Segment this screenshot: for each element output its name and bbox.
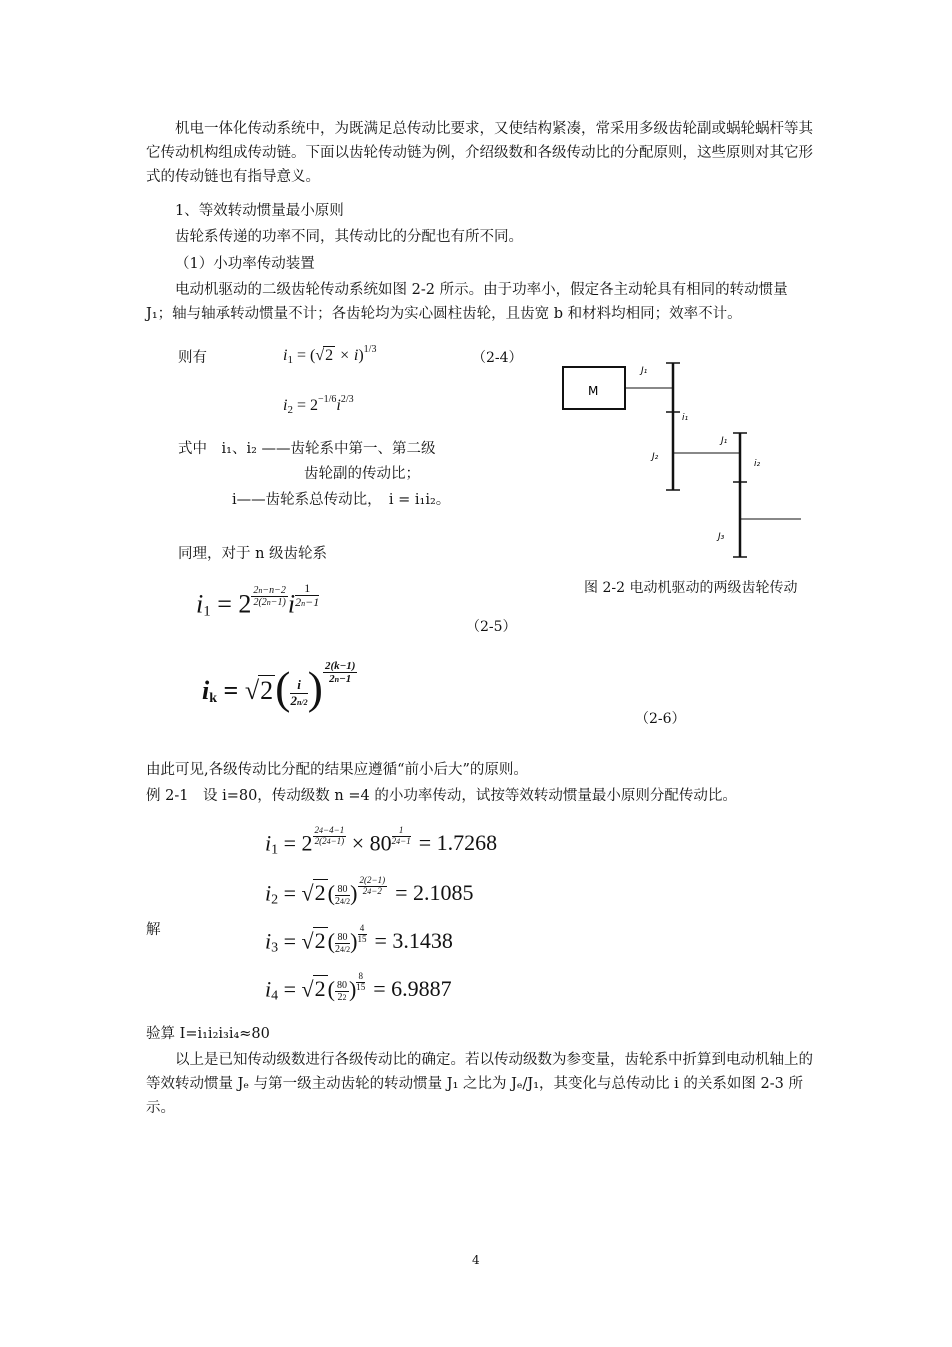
motor-label: M <box>588 384 599 398</box>
page-number: 4 <box>472 1253 480 1267</box>
conclusion-text: 由此可见,各级传动比分配的结果应遵循“前小后大”的原则。 <box>146 762 528 778</box>
paragraph-power: 齿轮系传递的功率不同，其传动比的分配也有所不同。 <box>175 229 523 245</box>
paragraph-intro: 机电一体化传动系统中，为既满足总传动比要求，又使结构紧凑，常采用多级齿轮副或蜗轮蜗杆等其它传动机构组成传动链。下面以齿轮传动链为例，介绍级数和各级传动比的分配原则，这些原则对其它形式的传动链也有指导意义。 <box>146 121 813 185</box>
equation-number-2-4: （2-4） <box>472 350 523 366</box>
example-2-1: 例 2-1 设 i=80，传动级数 n =4 的小功率传动，试按等效转动惯量最小原则分配传动比。 <box>146 788 737 804</box>
equation-number-2-5: （2-5） <box>466 619 517 635</box>
label-j1-second: J₁ <box>721 436 728 446</box>
equation-i1-n-stage: $i_1 = 2$ $\frac{2n-n-2}{2(2n-1)}$ i $\frac{1}{2n-1}$ <box>196 581 320 620</box>
solution-label: 解 <box>146 922 161 938</box>
label-i2: i₂ <box>754 459 761 469</box>
where-line-1: 式中 i₁、i₂ ——齿轮系中第一、第二级 <box>178 441 436 457</box>
subheading-low-power: （1）小功率传动装置 <box>175 256 315 272</box>
verification-line: 验算 I=i₁i₂i₃i₄≈80 <box>146 1026 270 1042</box>
result-i1: = 1.7268 <box>418 830 498 856</box>
paragraph-motor-system: 电动机驱动的二级齿轮传动系统如图 2-2 所示。由于功率小，假定各主动轮具有相同的转动惯量 J₁；轴与轴承转动惯量不计；各齿轮均为实心圆柱齿轮，且齿宽 b 和材料均相同；效率不计。 <box>146 282 788 322</box>
gear-train-diagram <box>555 355 815 565</box>
solution-i4: $i_4 = √2$( $\frac{80}{22}$ ) $\frac{8}{15}$ = 6.9887 <box>265 971 452 1004</box>
label-j3: J₃ <box>718 532 725 542</box>
section-heading-principle: 1、等效转动惯量最小原则 <box>175 203 344 219</box>
similarly-label: 同理，对于 n 级齿轮系 <box>178 546 328 562</box>
paragraph-final: 以上是已知传动级数进行各级传动比的确定。若以传动级数为参变量，齿轮系中折算到电动机轴上的等效转动惯量 Jₑ 与第一级主动齿轮的转动惯量 J₁ 之比为 Jₑ/J₁，其变化与总传动比 i 的关系如图 2-3 所示。 <box>146 1052 813 1116</box>
label-j2: J₂ <box>652 452 659 462</box>
where-line-3: i——齿轮系总传动比， i = i₁i₂。 <box>232 492 451 508</box>
label-i1: i₁ <box>682 413 689 423</box>
label-j1-top: J₁ <box>641 366 648 376</box>
solution-i2: $i_2 = √2$( $\frac{80}{24/2}$ ) $\frac{2(2-1)}{24-2}$ = 2.1085 <box>265 875 474 908</box>
figure-caption: 图 2-2 电动机驱动的两级齿轮传动 <box>584 580 798 596</box>
equation-ik: $i_k = √2$( $\frac{i}{2n/2}$ ) $\frac{2(k-1)}{2n-1}$ <box>202 660 356 714</box>
solution-i1: $i_1 = 2$ $\frac{24-4-1}{2(24-1)}$ × 80 $\frac{1}{24-1}$ = 1.7268 <box>265 825 498 858</box>
solution-i3: $i_3 = √2$( $\frac{80}{24/2}$ ) $\frac{4}{15}$ = 3.1438 <box>265 923 453 956</box>
then-have-label: 则有 <box>178 350 207 366</box>
result-i4: = 6.9887 <box>373 976 452 1002</box>
equation-number-2-6: （2-6） <box>635 711 686 727</box>
where-line-2: 齿轮副的传动比； <box>304 466 420 482</box>
result-i3: = 3.1438 <box>374 928 453 954</box>
equation-i1-two-stage: $i_1 = (√2 \times i)^{1/3}$ <box>283 344 377 366</box>
result-i2: = 2.1085 <box>395 880 474 906</box>
equation-i2-two-stage: $i_2 = 2^{-1/6}i^{2/3}$ <box>283 394 354 416</box>
